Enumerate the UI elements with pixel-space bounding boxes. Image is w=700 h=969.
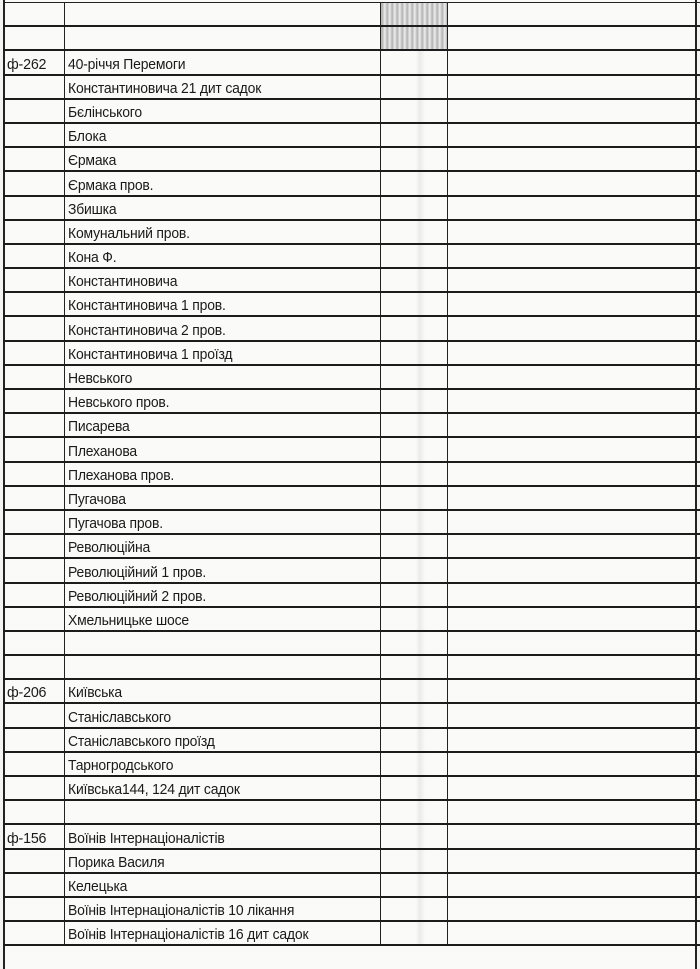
empty-cell: [448, 99, 700, 123]
empty-cell: [448, 171, 700, 195]
feeder-code-cell: [4, 147, 65, 171]
empty-cell: [381, 800, 448, 824]
empty-cell: [381, 123, 448, 147]
table-row: [4, 268, 700, 292]
street-name: Революційний 2 пров.: [68, 587, 207, 605]
street-name: Невського пров.: [68, 394, 170, 412]
empty-cell: [381, 607, 448, 631]
empty-cell: [448, 752, 700, 776]
empty-cell: [381, 316, 448, 340]
table-row: [4, 534, 700, 558]
street-name-cell: [65, 316, 381, 340]
feeder-group-row: [4, 679, 700, 703]
feeder-code-cell: [4, 220, 65, 244]
empty-cell: [381, 99, 448, 123]
table-row: [4, 413, 700, 437]
street-name-cell: [65, 728, 381, 752]
street-name: Порика Василя: [68, 853, 165, 871]
empty-cell: [448, 341, 700, 365]
empty-cell: [381, 583, 448, 607]
street-name-cell: [65, 800, 381, 824]
street-name: Київська: [68, 684, 122, 702]
street-name: Пугачова: [68, 490, 126, 508]
street-table: [3, 2, 700, 946]
feeder-code-cell: [4, 583, 65, 607]
table-row: [4, 341, 700, 365]
street-name: Воїнів Інтернаціоналістів 16 дит садок: [68, 926, 309, 944]
street-name-cell: [65, 413, 381, 437]
empty-cell: [448, 3, 700, 27]
street-name-cell: [65, 679, 381, 703]
feeder-code-cell: [4, 99, 65, 123]
street-name-cell: [65, 196, 381, 220]
table-row: [4, 3, 700, 27]
empty-cell: [381, 776, 448, 800]
empty-cell: [381, 655, 448, 679]
table-row: [4, 655, 700, 679]
empty-cell: [381, 389, 448, 413]
empty-cell: [381, 897, 448, 921]
feeder-code-cell: [4, 679, 65, 703]
street-name-cell: [65, 268, 381, 292]
empty-cell: [448, 437, 700, 461]
empty-cell: [448, 558, 700, 582]
empty-cell: [381, 292, 448, 316]
table-row: [4, 800, 700, 824]
street-name: Революційна: [68, 539, 151, 557]
feeder-code-cell: [4, 171, 65, 195]
empty-cell: [381, 171, 448, 195]
table-row: [4, 921, 700, 945]
feeder-code-cell: [4, 292, 65, 316]
street-name: 40-річчя Перемоги: [68, 55, 186, 73]
feeder-code-cell: [4, 752, 65, 776]
table-row: [4, 292, 700, 316]
feeder-code-cell: [4, 897, 65, 921]
empty-cell: [381, 849, 448, 873]
street-name: Константиновича 1 пров.: [68, 297, 226, 315]
street-name: Воїнів Інтернаціоналістів 10 лікання: [68, 902, 295, 920]
feeder-code-cell: [4, 316, 65, 340]
table-row: [4, 437, 700, 461]
table-row: [4, 897, 700, 921]
feeder-code-cell: [4, 3, 65, 27]
street-name-cell: [65, 824, 381, 848]
table-row: [4, 631, 700, 655]
empty-cell: [381, 413, 448, 437]
empty-cell: [381, 3, 448, 27]
empty-cell: [448, 486, 700, 510]
street-name: Станіславського проїзд: [68, 732, 215, 750]
empty-cell: [381, 631, 448, 655]
street-name-cell: [65, 752, 381, 776]
table-row: [4, 510, 700, 534]
table-row: [4, 873, 700, 897]
empty-cell: [381, 703, 448, 727]
feeder-code-cell: [4, 655, 65, 679]
street-name: Келецька: [68, 877, 128, 895]
empty-cell: [448, 849, 700, 873]
street-name-cell: [65, 486, 381, 510]
empty-cell: [381, 510, 448, 534]
empty-cell: [448, 703, 700, 727]
empty-cell: [381, 365, 448, 389]
street-name-cell: [65, 123, 381, 147]
feeder-code-cell: [4, 123, 65, 147]
empty-cell: [381, 873, 448, 897]
table-row: [4, 728, 700, 752]
feeder-group-row: [4, 824, 700, 848]
feeder-code-cell: [4, 413, 65, 437]
street-name-cell: [65, 3, 381, 27]
empty-cell: [448, 873, 700, 897]
feeder-code: ф-156: [7, 829, 47, 847]
empty-cell: [448, 196, 700, 220]
street-name: Плеханова пров.: [68, 466, 175, 484]
feeder-code-cell: [4, 800, 65, 824]
feeder-code-cell: [4, 462, 65, 486]
street-name: Збишка: [68, 200, 117, 218]
street-table-body: [4, 3, 700, 946]
table-row: [4, 123, 700, 147]
empty-cell: [381, 268, 448, 292]
empty-cell: [381, 534, 448, 558]
street-name-cell: [65, 75, 381, 99]
street-name-cell: [65, 244, 381, 268]
empty-cell: [381, 679, 448, 703]
street-name: Константиновича: [68, 273, 178, 291]
empty-cell: [381, 341, 448, 365]
table-row: [4, 316, 700, 340]
street-name-cell: [65, 365, 381, 389]
feeder-code-cell: [4, 534, 65, 558]
empty-cell: [448, 631, 700, 655]
empty-cell: [381, 824, 448, 848]
feeder-code: ф-262: [7, 55, 47, 73]
feeder-code-cell: [4, 389, 65, 413]
street-name-cell: [65, 341, 381, 365]
street-name: Станіславського: [68, 708, 172, 726]
table-row: [4, 486, 700, 510]
street-name: Блока: [68, 128, 107, 146]
empty-cell: [448, 50, 700, 74]
empty-cell: [448, 534, 700, 558]
empty-cell: [448, 824, 700, 848]
empty-cell: [448, 365, 700, 389]
empty-cell: [448, 244, 700, 268]
feeder-code-cell: [4, 873, 65, 897]
street-name: Кона Ф.: [68, 249, 117, 267]
feeder-code-cell: [4, 510, 65, 534]
empty-cell: [381, 147, 448, 171]
empty-cell: [448, 655, 700, 679]
empty-cell: [381, 196, 448, 220]
street-name-cell: [65, 220, 381, 244]
empty-cell: [448, 776, 700, 800]
empty-cell: [381, 921, 448, 945]
street-name: Тарногродського: [68, 757, 174, 774]
street-name-cell: [65, 462, 381, 486]
street-name-cell: [65, 437, 381, 461]
empty-cell: [381, 244, 448, 268]
empty-cell: [381, 437, 448, 461]
empty-cell: [448, 607, 700, 631]
street-name-cell: [65, 99, 381, 123]
feeder-code-cell: [4, 244, 65, 268]
street-name: Єрмака: [68, 152, 117, 170]
table-row: [4, 75, 700, 99]
street-name-cell: [65, 703, 381, 727]
feeder-code-cell: [4, 728, 65, 752]
empty-cell: [448, 510, 700, 534]
empty-cell: [448, 728, 700, 752]
street-name-cell: [65, 897, 381, 921]
table-row: [4, 558, 700, 582]
feeder-group-row: [4, 50, 700, 74]
street-name-cell: [65, 534, 381, 558]
empty-cell: [381, 558, 448, 582]
table-row: [4, 776, 700, 800]
feeder-code-cell: [4, 26, 65, 50]
street-name: Бєлінського: [68, 103, 142, 121]
street-name: Революційний 1 пров.: [68, 563, 207, 581]
street-name-cell: [65, 607, 381, 631]
empty-cell: [381, 752, 448, 776]
table-row: [4, 583, 700, 607]
table-row: [4, 389, 700, 413]
empty-cell: [448, 316, 700, 340]
table-row: [4, 196, 700, 220]
empty-cell: [448, 679, 700, 703]
street-name-cell: [65, 389, 381, 413]
table-row: [4, 171, 700, 195]
empty-cell: [448, 462, 700, 486]
empty-cell: [448, 147, 700, 171]
feeder-code-cell: [4, 703, 65, 727]
feeder-code-cell: [4, 921, 65, 945]
table-row: [4, 752, 700, 776]
street-name-cell: [65, 26, 381, 50]
empty-cell: [448, 220, 700, 244]
street-name: Писарева: [68, 418, 130, 436]
street-name-cell: [65, 849, 381, 873]
feeder-code-cell: [4, 75, 65, 99]
street-name-cell: [65, 292, 381, 316]
feeder-code-cell: [4, 558, 65, 582]
empty-cell: [448, 413, 700, 437]
street-name-cell: [65, 558, 381, 582]
feeder-code-cell: [4, 486, 65, 510]
table-row: [4, 849, 700, 873]
empty-cell: [381, 486, 448, 510]
street-name: Єрмака пров.: [68, 176, 154, 194]
feeder-code-cell: [4, 776, 65, 800]
table-row: [4, 703, 700, 727]
empty-cell: [448, 26, 700, 50]
street-name-cell: [65, 921, 381, 945]
table-row: [4, 607, 700, 631]
empty-cell: [448, 583, 700, 607]
feeder-code-cell: [4, 268, 65, 292]
empty-cell: [448, 75, 700, 99]
street-name: Київська144, 124 дит садок: [68, 781, 240, 799]
feeder-code-cell: [4, 824, 65, 848]
feeder-code-cell: [4, 365, 65, 389]
street-name-cell: [65, 510, 381, 534]
street-name-cell: [65, 147, 381, 171]
street-name: Плеханова: [68, 442, 138, 460]
feeder-code-cell: [4, 849, 65, 873]
feeder-code-cell: [4, 341, 65, 365]
feeder-code-cell: [4, 196, 65, 220]
feeder-code-cell: [4, 631, 65, 655]
feeder-code-cell: [4, 50, 65, 74]
street-name: Пугачова пров.: [68, 515, 163, 533]
street-name-cell: [65, 873, 381, 897]
street-name-cell: [65, 655, 381, 679]
table-row: [4, 462, 700, 486]
street-name-cell: [65, 583, 381, 607]
empty-cell: [448, 921, 700, 945]
empty-cell: [448, 292, 700, 316]
street-name: Комунальний пров.: [68, 224, 190, 242]
empty-cell: [448, 389, 700, 413]
empty-cell: [381, 75, 448, 99]
empty-cell: [448, 123, 700, 147]
empty-cell: [448, 800, 700, 824]
empty-cell: [381, 26, 448, 50]
table-row: [4, 365, 700, 389]
feeder-code-cell: [4, 437, 65, 461]
empty-cell: [448, 268, 700, 292]
street-name-cell: [65, 631, 381, 655]
feeder-code: ф-206: [7, 684, 47, 702]
empty-cell: [381, 728, 448, 752]
street-name-cell: [65, 776, 381, 800]
street-name-cell: [65, 171, 381, 195]
empty-cell: [381, 462, 448, 486]
table-row: [4, 99, 700, 123]
empty-cell: [381, 220, 448, 244]
table-row: [4, 244, 700, 268]
street-name: Константиновича 1 проїзд: [68, 345, 233, 363]
street-name: Воїнів Інтернаціоналістів: [68, 829, 225, 847]
table-row: [4, 220, 700, 244]
empty-cell: [381, 50, 448, 74]
table-row: [4, 147, 700, 171]
empty-cell: [448, 897, 700, 921]
street-name: Константиновича 21 дит садок: [68, 79, 262, 97]
street-name: Константиновича 2 пров.: [68, 321, 226, 339]
feeder-code-cell: [4, 607, 65, 631]
table-row: [4, 26, 700, 50]
street-name-cell: [65, 50, 381, 74]
street-name: Невського: [68, 370, 133, 387]
street-name: Хмельницьке шосе: [68, 611, 189, 629]
